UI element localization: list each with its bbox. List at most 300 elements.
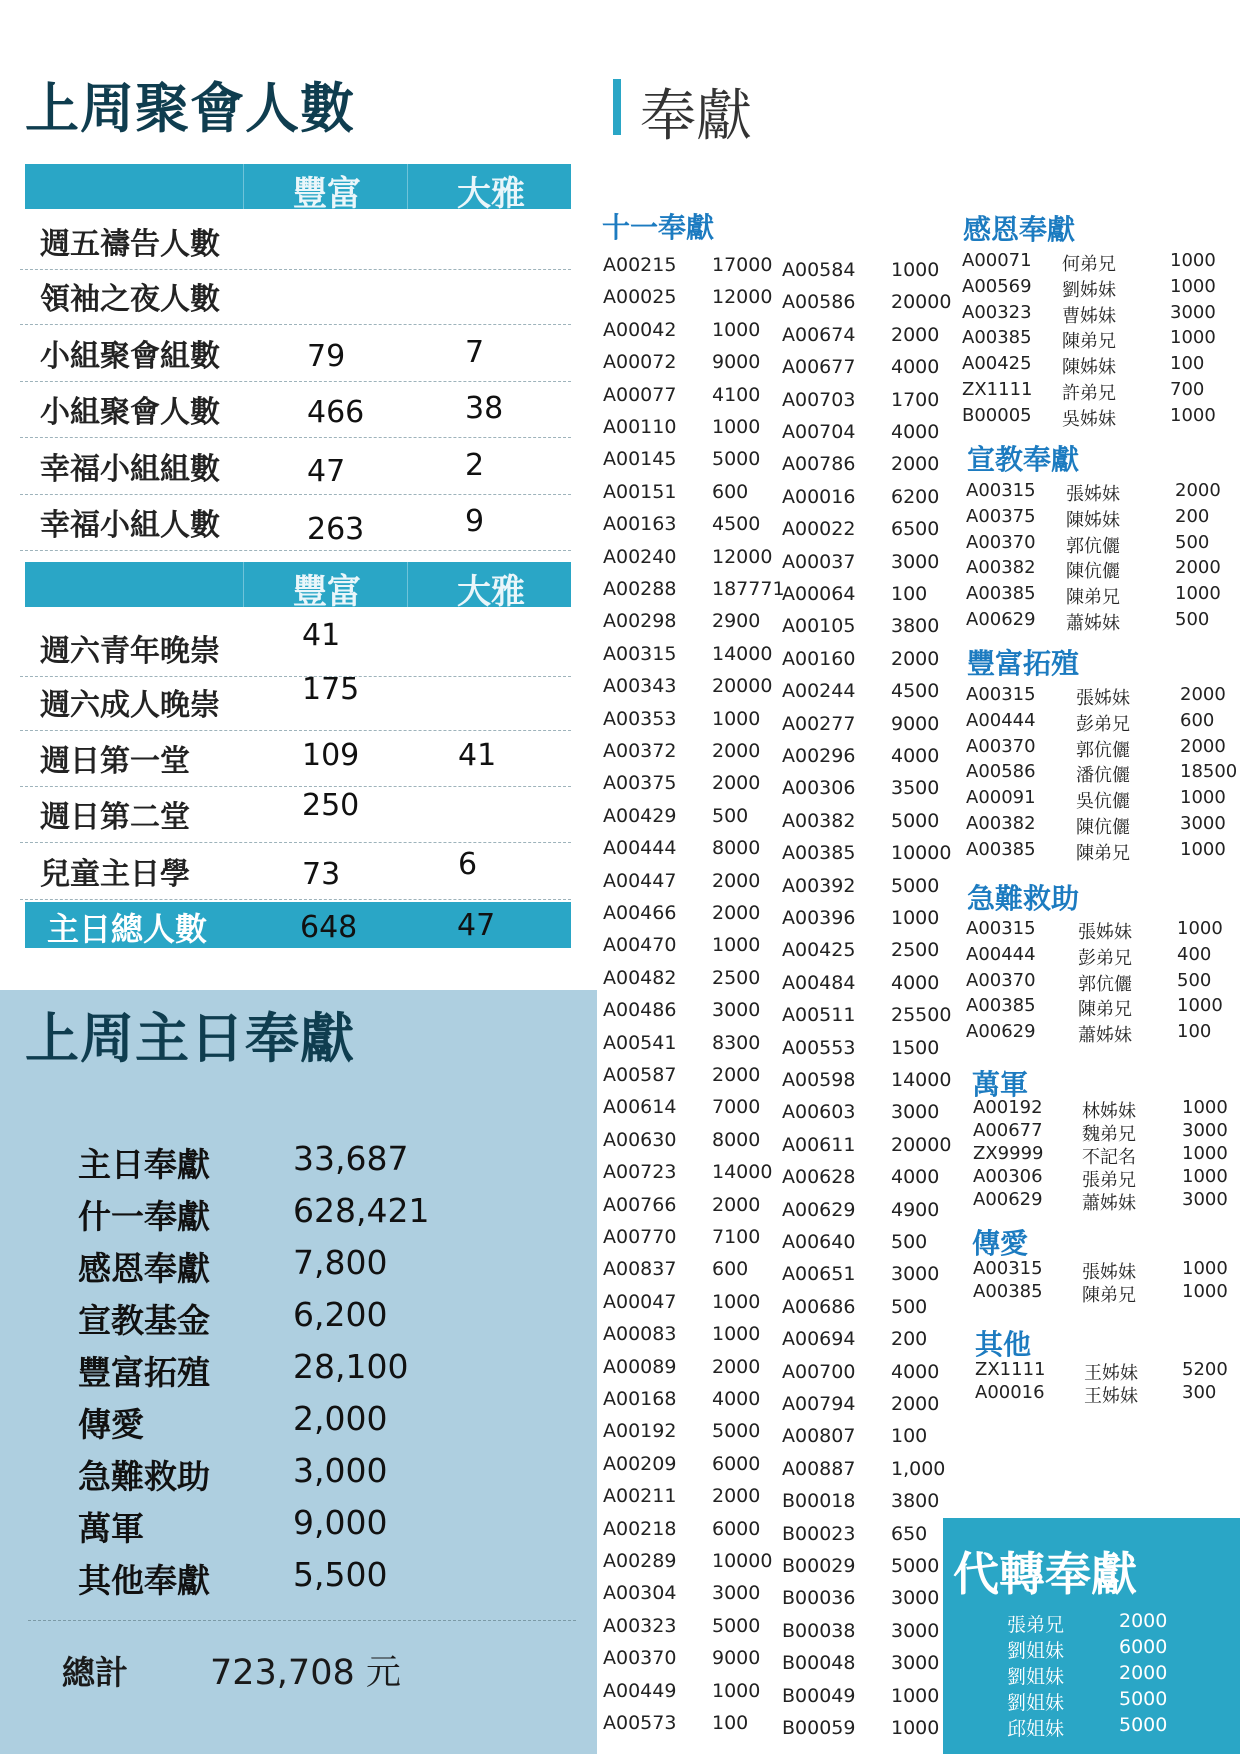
offering-name: 急難救助 xyxy=(78,1457,210,1496)
tithe-id: B00048 xyxy=(782,1652,856,1675)
tithe-id: A00396 xyxy=(782,907,856,929)
tithe-id: A00723 xyxy=(603,1161,677,1184)
tithe-id: A00628 xyxy=(782,1166,856,1189)
row-label: 週六成人晚崇 xyxy=(40,688,220,723)
row-label: 幸福小組組數 xyxy=(40,452,220,487)
tithe-id: B00038 xyxy=(782,1619,856,1642)
group-amount: 500 xyxy=(1177,969,1212,991)
group-id: A00385 xyxy=(966,995,1036,1017)
group-amount: 18500 xyxy=(1180,761,1238,783)
tithe-id: A00089 xyxy=(603,1355,677,1378)
tithe-amount: 1,000 xyxy=(891,1457,946,1480)
offering-name: 傳愛 xyxy=(78,1405,144,1444)
transfer-amount: 2000 xyxy=(1119,1662,1168,1684)
tithe-amount: 4000 xyxy=(891,356,940,379)
group-id: A00629 xyxy=(966,1021,1036,1043)
group-amount: 400 xyxy=(1177,943,1212,965)
row-label: 週五禱告人數 xyxy=(40,227,220,262)
offering-name: 感恩奉獻 xyxy=(78,1249,210,1288)
tithe-amount: 1000 xyxy=(712,416,761,438)
tithe-amount: 2000 xyxy=(712,1193,761,1216)
row-label: 領袖之夜人數 xyxy=(40,282,220,317)
group-id: A00629 xyxy=(973,1189,1043,1210)
tithe-id: A00042 xyxy=(603,318,677,341)
group-id: A00629 xyxy=(966,609,1036,630)
transfer-amount: 5000 xyxy=(1119,1714,1168,1736)
row-fengfu: 41 xyxy=(302,618,341,653)
group-name: 劉姊妹 xyxy=(1062,279,1116,301)
tithe-id: B00059 xyxy=(782,1717,856,1739)
group-id: A00370 xyxy=(966,735,1036,757)
tithe-title: 十一奉獻 xyxy=(602,211,715,244)
tithe-amount: 1000 xyxy=(891,259,940,281)
row-label: 兒童主日學 xyxy=(40,857,190,892)
group-amount: 600 xyxy=(1180,709,1215,731)
group-name: 張姊妹 xyxy=(1066,484,1120,505)
group-name: 潘伉儷 xyxy=(1076,765,1130,787)
group-title: 豐富拓殖 xyxy=(967,647,1080,680)
group-amount: 500 xyxy=(1175,609,1210,630)
group-title: 其他 xyxy=(975,1328,1032,1361)
offering-name: 宣教基金 xyxy=(78,1301,210,1340)
group-name: 蕭姊妹 xyxy=(1082,1193,1136,1214)
group-id: A00382 xyxy=(966,813,1036,834)
tithe-id: A00794 xyxy=(782,1393,856,1415)
tithe-id: A00587 xyxy=(603,1064,677,1086)
tithe-id: B00018 xyxy=(782,1490,856,1513)
tithe-amount: 6000 xyxy=(712,1517,761,1540)
group-amount: 3000 xyxy=(1182,1189,1228,1210)
tithe-id: A00573 xyxy=(603,1712,677,1734)
tithe-amount: 2500 xyxy=(891,939,940,962)
tithe-amount: 3000 xyxy=(891,1619,940,1642)
tithe-id: A00072 xyxy=(603,351,677,374)
tithe-id: A00553 xyxy=(782,1036,856,1059)
attendance-row xyxy=(20,325,571,382)
attendance-row xyxy=(20,213,571,270)
group-id: A00370 xyxy=(966,969,1036,991)
tithe-id: A00677 xyxy=(782,356,856,379)
tithe-id: A00586 xyxy=(782,291,856,314)
tithe-amount: 1000 xyxy=(712,318,761,341)
offering-amount: 33,687 xyxy=(293,1139,409,1178)
tithe-amount: 10000 xyxy=(712,1550,773,1572)
total-label: 主日總人數 xyxy=(47,910,208,948)
tithe-amount: 2000 xyxy=(712,772,761,795)
attendance-total-row xyxy=(25,902,571,948)
tithe-amount: 2900 xyxy=(712,610,761,633)
group-id: A00091 xyxy=(966,787,1036,809)
tithe-id: A00105 xyxy=(782,615,856,638)
group-name: 陳弟兄 xyxy=(1066,587,1120,609)
col-header-daya: 大雅 xyxy=(457,572,525,612)
group-amount: 1000 xyxy=(1170,404,1216,426)
tithe-id: A00651 xyxy=(782,1263,856,1286)
group-name: 王姊妹 xyxy=(1084,1363,1138,1384)
offering-amount: 7,800 xyxy=(293,1243,388,1282)
group-id: B00005 xyxy=(962,404,1032,426)
tithe-amount: 3000 xyxy=(712,1582,761,1605)
row-label: 小組聚會人數 xyxy=(40,395,220,430)
tithe-amount: 8300 xyxy=(712,1031,761,1054)
tithe-amount: 187771 xyxy=(712,578,785,600)
tithe-amount: 20000 xyxy=(712,675,773,698)
tithe-id: A00603 xyxy=(782,1101,856,1124)
tithe-amount: 4500 xyxy=(712,513,761,536)
group-amount: 100 xyxy=(1177,1021,1212,1043)
tithe-amount: 9000 xyxy=(891,712,940,735)
group-amount: 1000 xyxy=(1182,1143,1228,1164)
group-amount: 3000 xyxy=(1180,813,1226,834)
attendance-row xyxy=(20,674,571,731)
tithe-id: A00110 xyxy=(603,416,677,438)
tithe-id: A00306 xyxy=(782,777,856,800)
tithe-amount: 8000 xyxy=(712,837,761,860)
tithe-amount: 2000 xyxy=(712,740,761,762)
attendance-row xyxy=(20,494,571,551)
group-id: A00192 xyxy=(973,1097,1043,1118)
tithe-id: A00277 xyxy=(782,712,856,735)
tithe-id: A00444 xyxy=(603,837,677,860)
transfer-amount: 5000 xyxy=(1119,1688,1168,1710)
attendance-header-1 xyxy=(25,164,571,214)
group-name: 吳伉儷 xyxy=(1076,791,1130,813)
tithe-amount: 14000 xyxy=(712,1161,773,1184)
tithe-id: A00211 xyxy=(603,1485,677,1508)
row-fengfu: 250 xyxy=(302,788,360,823)
group-name: 張姊妹 xyxy=(1078,922,1132,943)
tithe-amount: 3500 xyxy=(891,777,940,800)
tithe-id: A00837 xyxy=(603,1258,677,1281)
row-fengfu: 73 xyxy=(302,857,341,892)
tithe-amount: 1700 xyxy=(891,388,940,411)
sunday-offering-panel xyxy=(0,990,597,1754)
group-id: A00370 xyxy=(966,531,1036,553)
tithe-amount: 5000 xyxy=(712,1614,761,1637)
tithe-amount: 3800 xyxy=(891,615,940,638)
row-label: 週日第二堂 xyxy=(40,800,190,835)
group-id: A00382 xyxy=(966,557,1036,579)
tithe-amount: 100 xyxy=(712,1712,749,1734)
group-name: 曹姊妹 xyxy=(1062,305,1116,327)
row-daya: 38 xyxy=(465,391,504,426)
tithe-amount: 4000 xyxy=(891,1360,940,1383)
transfer-amount: 6000 xyxy=(1119,1636,1168,1658)
group-amount: 1000 xyxy=(1182,1258,1228,1279)
group-id: A00315 xyxy=(966,918,1036,939)
row-daya: 9 xyxy=(465,504,485,539)
transfer-name: 劉姐妹 xyxy=(1007,1692,1065,1714)
group-title: 急難救助 xyxy=(967,882,1080,915)
group-id: A00385 xyxy=(973,1281,1043,1302)
tithe-amount: 4500 xyxy=(891,680,940,703)
group-name: 彭弟兄 xyxy=(1078,947,1132,969)
group-name: 魏弟兄 xyxy=(1082,1124,1136,1145)
tithe-id: A00429 xyxy=(603,804,677,827)
group-amount: 1000 xyxy=(1170,250,1216,271)
tithe-amount: 1000 xyxy=(891,907,940,929)
tithe-id: A00025 xyxy=(603,286,677,309)
tithe-id: A00145 xyxy=(603,448,677,471)
tithe-id: A00215 xyxy=(603,254,677,276)
tithe-id: A00382 xyxy=(782,809,856,832)
group-amount: 1000 xyxy=(1177,995,1223,1017)
group-amount: 5200 xyxy=(1182,1359,1228,1380)
tithe-amount: 4100 xyxy=(712,383,761,406)
tithe-amount: 3000 xyxy=(891,1101,940,1124)
group-name: 陳弟兄 xyxy=(1078,999,1132,1021)
tithe-id: A00289 xyxy=(603,1550,677,1572)
row-fengfu: 263 xyxy=(307,512,365,547)
tithe-id: A00151 xyxy=(603,480,677,503)
tithe-id: A00288 xyxy=(603,578,677,600)
group-id: A00586 xyxy=(966,761,1036,783)
tithe-amount: 4000 xyxy=(712,1388,761,1410)
group-amount: 1000 xyxy=(1177,918,1223,939)
group-name: 張弟兄 xyxy=(1082,1170,1136,1191)
tithe-id: A00887 xyxy=(782,1457,856,1480)
tithe-id: A00083 xyxy=(603,1323,677,1346)
group-amount: 500 xyxy=(1175,531,1210,553)
tithe-id: A00209 xyxy=(603,1452,677,1475)
tithe-id: A00482 xyxy=(603,966,677,989)
tithe-amount: 5000 xyxy=(712,448,761,471)
offering-title: 奉獻 xyxy=(640,84,752,149)
transfer-name: 邱姐妹 xyxy=(1007,1718,1065,1740)
tithe-amount: 4000 xyxy=(891,971,940,994)
group-id: A00315 xyxy=(973,1258,1043,1279)
row-daya: 6 xyxy=(458,847,478,882)
tithe-id: A00385 xyxy=(782,842,856,865)
tithe-id: B00023 xyxy=(782,1522,856,1545)
group-amount: 300 xyxy=(1182,1382,1217,1403)
tithe-id: A00244 xyxy=(782,680,856,703)
tithe-amount: 9000 xyxy=(712,351,761,374)
tithe-amount: 12000 xyxy=(712,545,773,568)
group-name: 陳伉儷 xyxy=(1076,817,1130,838)
tithe-amount: 6200 xyxy=(891,485,940,508)
tithe-id: A00630 xyxy=(603,1128,677,1151)
attendance-row xyxy=(20,381,571,438)
row-daya: 41 xyxy=(458,738,497,773)
tithe-id: A00240 xyxy=(603,545,677,568)
tithe-amount: 1000 xyxy=(712,1323,761,1346)
group-amount: 2000 xyxy=(1175,480,1221,501)
group-name: 何弟兄 xyxy=(1062,254,1116,275)
group-id: A00444 xyxy=(966,709,1036,731)
attendance-row xyxy=(20,438,571,495)
group-id: A00444 xyxy=(966,943,1036,965)
group-title: 感恩奉獻 xyxy=(963,213,1076,246)
group-name: 張姊妹 xyxy=(1082,1262,1136,1283)
tithe-id: A00674 xyxy=(782,323,856,346)
tithe-id: A00770 xyxy=(603,1226,677,1248)
tithe-amount: 5000 xyxy=(891,1555,940,1577)
tithe-amount: 500 xyxy=(891,1295,928,1318)
tithe-id: A00192 xyxy=(603,1420,677,1443)
transfer-name: 劉姐妹 xyxy=(1007,1640,1065,1662)
tithe-id: A00484 xyxy=(782,971,856,994)
tithe-amount: 2000 xyxy=(891,647,940,670)
tithe-id: A00614 xyxy=(603,1096,677,1119)
tithe-id: A00218 xyxy=(603,1517,677,1540)
tithe-id: A00629 xyxy=(782,1198,856,1221)
group-name: 陳弟兄 xyxy=(1082,1285,1136,1306)
tithe-amount: 3000 xyxy=(712,999,761,1022)
sunday-total-label: 總計 xyxy=(62,1653,128,1692)
group-name: 陳弟兄 xyxy=(1076,842,1130,864)
group-name: 不記名 xyxy=(1082,1147,1136,1168)
tithe-id: A00323 xyxy=(603,1614,677,1637)
tithe-id: B00036 xyxy=(782,1587,856,1610)
row-label: 小組聚會組數 xyxy=(40,339,220,374)
tithe-id: A00370 xyxy=(603,1647,677,1670)
offering-name: 什一奉獻 xyxy=(78,1197,210,1236)
group-amount: 2000 xyxy=(1180,684,1226,705)
tithe-amount: 25500 xyxy=(891,1004,952,1027)
sunday-total-value: 723,708 元 xyxy=(210,1653,401,1693)
tithe-id: A00425 xyxy=(782,939,856,962)
group-amount: 1000 xyxy=(1180,838,1226,860)
tithe-id: A00047 xyxy=(603,1290,677,1313)
tithe-amount: 600 xyxy=(712,480,749,503)
group-amount: 1000 xyxy=(1182,1166,1228,1187)
group-id: A00306 xyxy=(973,1166,1043,1187)
group-name: 彭弟兄 xyxy=(1076,713,1130,735)
row-label: 週日第一堂 xyxy=(40,744,190,779)
divider xyxy=(28,1620,576,1621)
group-name: 郭伉儷 xyxy=(1078,973,1132,995)
transfer-amount: 2000 xyxy=(1119,1610,1168,1632)
group-id: A00569 xyxy=(962,275,1032,297)
group-id: A00016 xyxy=(975,1382,1045,1403)
group-title: 宣教奉獻 xyxy=(967,443,1080,476)
group-id: A00385 xyxy=(962,327,1032,349)
group-name: 陳伉儷 xyxy=(1066,561,1120,583)
group-id: ZX1111 xyxy=(975,1359,1046,1380)
tithe-id: A00298 xyxy=(603,610,677,633)
tithe-id: A00168 xyxy=(603,1388,677,1410)
tithe-amount: 500 xyxy=(712,804,749,827)
tithe-amount: 7000 xyxy=(712,1096,761,1119)
tithe-amount: 5000 xyxy=(712,1420,761,1443)
tithe-amount: 3000 xyxy=(891,1652,940,1675)
tithe-amount: 20000 xyxy=(891,1133,952,1156)
group-name: 林姊妹 xyxy=(1082,1101,1136,1122)
offering-amount: 6,200 xyxy=(293,1295,388,1334)
tithe-id: A00296 xyxy=(782,745,856,767)
tithe-amount: 17000 xyxy=(712,254,773,276)
tithe-id: A00470 xyxy=(603,934,677,957)
tithe-amount: 2000 xyxy=(712,869,761,892)
group-id: A00323 xyxy=(962,301,1032,323)
tithe-amount: 2000 xyxy=(712,1355,761,1378)
tithe-id: A00694 xyxy=(782,1328,856,1351)
tithe-id: A00016 xyxy=(782,485,856,508)
attendance-row xyxy=(20,730,571,787)
group-amount: 1000 xyxy=(1180,787,1226,809)
tithe-id: A00703 xyxy=(782,388,856,411)
group-name: 王姊妹 xyxy=(1084,1386,1138,1407)
tithe-amount: 1000 xyxy=(712,934,761,957)
attendance-row xyxy=(20,843,571,900)
row-label: 幸福小組人數 xyxy=(40,508,220,543)
tithe-amount: 3800 xyxy=(891,1490,940,1513)
tithe-amount: 6500 xyxy=(891,518,940,541)
tithe-amount: 2000 xyxy=(712,1064,761,1086)
group-name: 郭伉儷 xyxy=(1066,535,1120,557)
group-id: A00315 xyxy=(966,480,1036,501)
tithe-amount: 6000 xyxy=(712,1452,761,1475)
row-fengfu: 109 xyxy=(302,738,360,773)
tithe-amount: 1000 xyxy=(891,1684,940,1707)
tithe-amount: 3000 xyxy=(891,550,940,573)
tithe-amount: 20000 xyxy=(891,291,952,314)
attendance-header-2 xyxy=(25,562,571,612)
transfer-name: 張弟兄 xyxy=(1007,1614,1065,1636)
group-name: 吳姊妹 xyxy=(1062,408,1116,430)
offering-amount: 2,000 xyxy=(293,1399,388,1438)
tithe-amount: 3000 xyxy=(891,1263,940,1286)
tithe-id: A00037 xyxy=(782,550,856,573)
tithe-id: A00343 xyxy=(603,675,677,698)
tithe-amount: 1500 xyxy=(891,1036,940,1059)
offering-amount: 28,100 xyxy=(293,1347,409,1386)
group-amount: 700 xyxy=(1170,379,1205,400)
tithe-amount: 1000 xyxy=(712,1679,761,1702)
tithe-id: A00375 xyxy=(603,772,677,795)
group-title: 萬軍 xyxy=(972,1068,1029,1101)
group-amount: 100 xyxy=(1170,353,1205,375)
tithe-id: A00611 xyxy=(782,1133,856,1156)
tithe-amount: 4000 xyxy=(891,1166,940,1189)
tithe-id: A00449 xyxy=(603,1679,677,1702)
group-name: 郭伉儷 xyxy=(1076,739,1130,761)
offering-amount: 3,000 xyxy=(293,1451,388,1490)
row-fengfu: 175 xyxy=(302,672,360,707)
transfer-name: 劉姐妹 xyxy=(1007,1666,1065,1688)
attendance-row xyxy=(20,786,571,843)
group-id: A00375 xyxy=(966,505,1036,527)
transfer-title: 代轉奉獻 xyxy=(953,1547,1137,1601)
tithe-id: A00704 xyxy=(782,421,856,443)
group-id: A00677 xyxy=(973,1120,1043,1141)
group-id: A00071 xyxy=(962,250,1032,271)
row-daya: 2 xyxy=(465,448,485,483)
tithe-amount: 5000 xyxy=(891,809,940,832)
tithe-id: A00315 xyxy=(603,642,677,665)
tithe-amount: 10000 xyxy=(891,842,952,865)
attendance-title: 上周聚會人數 xyxy=(25,77,355,140)
tithe-id: A00598 xyxy=(782,1069,856,1091)
col-header-daya: 大雅 xyxy=(457,174,525,214)
tithe-id: A00686 xyxy=(782,1295,856,1318)
tithe-id: B00029 xyxy=(782,1555,856,1577)
offering-title-bar xyxy=(613,79,621,135)
tithe-amount: 2000 xyxy=(712,902,761,924)
total-daya: 47 xyxy=(457,908,496,943)
tithe-id: A00163 xyxy=(603,513,677,536)
tithe-amount: 8000 xyxy=(712,1128,761,1151)
tithe-amount: 5000 xyxy=(891,874,940,897)
tithe-id: A00466 xyxy=(603,902,677,924)
group-amount: 3000 xyxy=(1170,301,1216,323)
attendance-row xyxy=(20,620,571,677)
attendance-row xyxy=(20,268,571,325)
offering-amount: 5,500 xyxy=(293,1555,388,1594)
group-amount: 1000 xyxy=(1182,1097,1228,1118)
tithe-amount: 1000 xyxy=(712,1290,761,1313)
